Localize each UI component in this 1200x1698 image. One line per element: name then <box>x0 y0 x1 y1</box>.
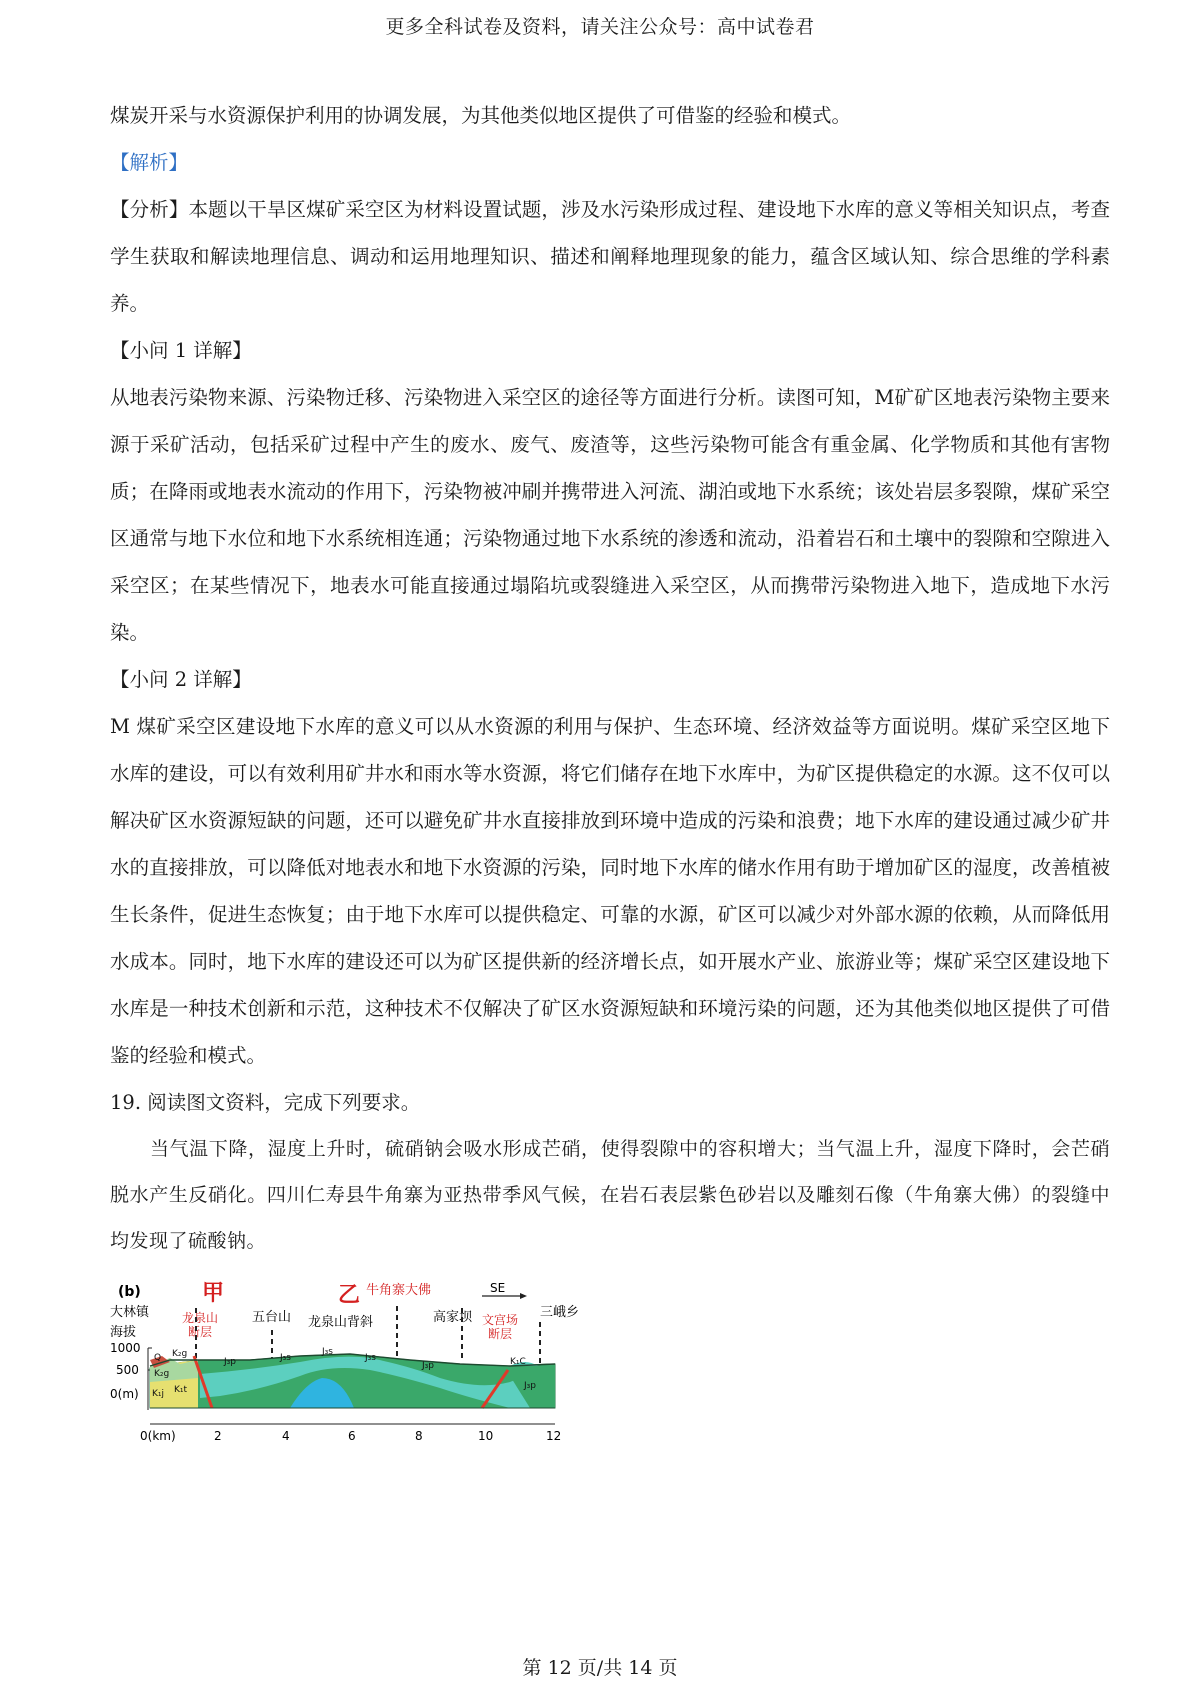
strata-body <box>150 1354 555 1408</box>
panel-label: (b) <box>118 1284 141 1300</box>
y-tick-0: 0(m) <box>110 1387 139 1401</box>
stratum-K1j: K₁j <box>152 1389 165 1399</box>
x-tick-0: 0(km) <box>140 1429 176 1443</box>
y-tick-500: 500 <box>116 1363 139 1377</box>
label-yi: 乙 <box>338 1283 361 1308</box>
label-jia: 甲 <box>202 1281 225 1306</box>
stratum-J3s-1: J₃s <box>280 1353 291 1363</box>
page-footer: 第 12 页/共 14 页 <box>522 1657 678 1679</box>
fault-wengong-2: 断层 <box>488 1327 513 1341</box>
fault-wengong-1: 文宫场 <box>482 1313 519 1327</box>
place-dalin: 大林镇 <box>110 1305 150 1320</box>
stratum-K2g-b: K₂g <box>154 1369 170 1379</box>
place-gaojia: 高家坝 <box>433 1310 473 1325</box>
place-sane: 三峨乡 <box>540 1305 580 1320</box>
elevation-label: 海拔 <box>110 1325 137 1340</box>
section-jiexi: 【解析】 <box>110 151 189 174</box>
page-header: 更多全科试卷及资料，请关注公众号：高中试卷君 <box>385 16 815 38</box>
document-body <box>110 92 1110 1478</box>
question-19-material: 当气温下降，湿度上升时，硫硝钠会吸水形成芒硝，使得裂隙中的容积增大；当气温上升，湿度下降时，会芒硝脱水产生反硝化。四川仁寿县牛角寨为亚热带季风气候，在岩石表层紫色砂岩以及雕刻石像（牛角寨大佛）的裂缝中均发现了硫酸钠。 <box>110 1138 1110 1252</box>
label-anticline: 龙泉山背斜 <box>308 1315 374 1330</box>
stratum-K1t: K₁t <box>174 1385 188 1395</box>
stratum-J3p-2: J₃p <box>422 1361 434 1371</box>
x-tick-2: 2 <box>214 1429 222 1443</box>
subquestion-1-body: 从地表污染物来源、污染物迁移、污染物进入采空区的途径等方面进行分析。读图可知，M矿矿区地表污染物主要来源于采矿活动，包括采矿过程中产生的废水、废气、废渣等，这些污染物可能含有重金属、化学物质和其他有害物质；在降雨或地表水流动的作用下，污染物被冲刷并携带进入河流、湖泊或地下水系统；该处岩层多裂隙，煤矿采空区通常与地下水位和地下水系统相连通；污染物通过地下水系统的渗透和流动，沿着岩石和土壤中的裂隙和空隙进入采空区；在某些情况下，地表水可能直接通过塌陷坑或裂缝进入采空区，从而携带污染物进入地下，造成地下水污染。 <box>110 386 1110 644</box>
x-tick-6: 6 <box>348 1429 356 1443</box>
cross-section-svg <box>110 1278 650 1478</box>
x-tick-10: 10 <box>478 1429 494 1443</box>
direction-label: SE <box>490 1281 506 1295</box>
direction-arrowhead <box>520 1293 527 1299</box>
stratum-J3s-2: J₃s <box>322 1347 333 1357</box>
label-niujiaozhai: 牛角寨大佛 <box>366 1283 432 1298</box>
paragraph-intro: 煤炭开采与水资源保护利用的协调发展，为其他类似地区提供了可借鉴的经验和模式。 <box>110 104 852 127</box>
question-19-title: 19. 阅读图文资料，完成下列要求。 <box>110 1091 421 1114</box>
x-tick-4: 4 <box>282 1429 290 1443</box>
geologic-cross-section <box>110 1278 650 1478</box>
subquestion-1-title: 【小问 1 详解】 <box>110 339 252 362</box>
stratum-J3p-3: J₃p <box>524 1381 536 1391</box>
paragraph-analysis: 【分析】本题以干旱区煤矿采空区为材料设置试题，涉及水污染形成过程、建设地下水库的意义等相关知识点，考查学生获取和解读地理信息、调动和运用地理知识、描述和阐释地理现象的能力，蕴含区域认知、综合思维的学科素养。 <box>110 198 1110 315</box>
fault-longquan-1: 龙泉山 <box>182 1311 219 1325</box>
x-tick-12: 12 <box>546 1429 562 1443</box>
subquestion-2-body: M 煤矿采空区建设地下水库的意义可以从水资源的利用与保护、生态环境、经济效益等方面说明。煤矿采空区地下水库的建设，可以有效利用矿井水和雨水等水资源，将它们储存在地下水库中，为矿区提供稳定的水源。这不仅可以解决矿区水资源短缺的问题，还可以避免矿井水直接排放到环境中造成的污染和浪费；地下水库的建设通过减少矿井水的直接排放，可以降低对地表水和地下水资源的污染，同时地下水库的储水作用有助于增加矿区的湿度，改善植被生长条件，促进生态恢复；由于地下水库可以提供稳定、可靠的水源，矿区可以减少对外部水源的依赖，从而降低用水成本。同时，地下水库的建设还可以为矿区提供新的经济增长点，如开展水产业、旅游业等；煤矿采空区建设地下水库是一种技术创新和示范，这种技术不仅解决了矿区水资源短缺和环境污染的问题，还为其他类似地区提供了可借鉴的经验和模式。 <box>110 715 1110 1067</box>
stratum-K2g: K₂g <box>172 1349 188 1359</box>
stratum-J3p-1: J₃p <box>224 1357 236 1367</box>
stratum-Q: Q <box>154 1353 162 1363</box>
stratum-J3s-3: J₃s <box>365 1353 376 1363</box>
subquestion-2-title: 【小问 2 详解】 <box>110 668 252 691</box>
fault-longquan-2: 断层 <box>188 1325 213 1339</box>
x-tick-8: 8 <box>415 1429 423 1443</box>
y-tick-1000: 1000 <box>110 1341 141 1355</box>
place-wutai: 五台山 <box>252 1310 292 1325</box>
stratum-K1c: K₁C <box>510 1357 526 1367</box>
